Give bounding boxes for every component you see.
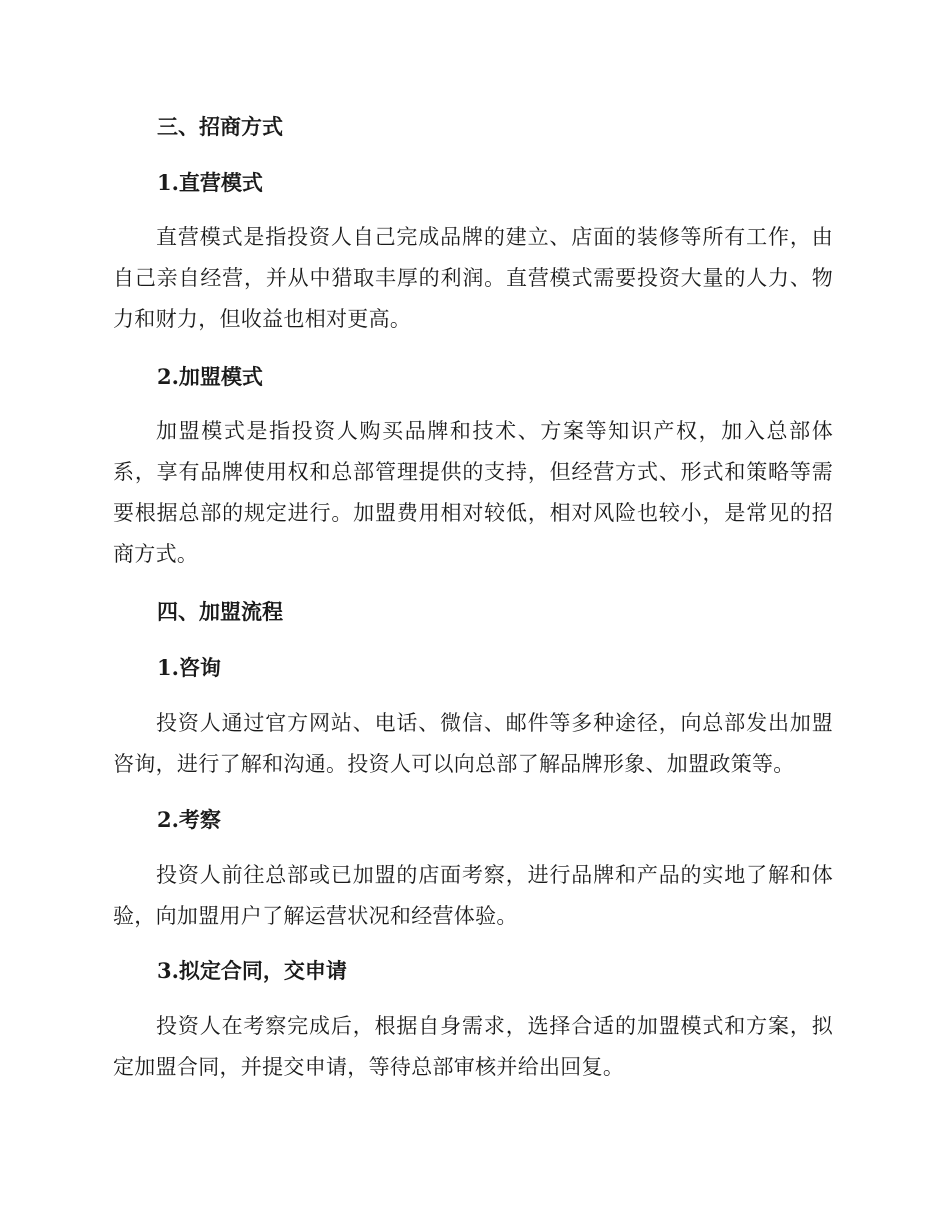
paragraph-direct-mode: 直营模式是指投资人自己完成品牌的建立、店面的装修等所有工作，由自己亲自经营，并从中猎取丰厚的利润。直营模式需要投资大量的人力、物力和财力，但收益也相对更高。 [113,225,833,331]
paragraph-franchise-mode: 加盟模式是指投资人购买品牌和技术、方案等知识产权，加入总部体系，享有品牌使用权和总部管理提供的支持，但经营方式、形式和策略等需要根据总部的规定进行。加盟费用相对较低，相对风险也较小，是常见的招商方式。 [113,419,833,566]
subheading-consult: 1.咨询 [157,655,221,680]
subheading-inspect: 2.考察 [157,807,221,832]
subheading-contract: 3.拟定合同，交申请 [157,958,347,983]
paragraph-contract: 投资人在考察完成后，根据自身需求，选择合适的加盟模式和方案，拟定加盟合同，并提交申请，等待总部审核并给出回复。 [113,1014,833,1079]
section-heading-franchise-process: 四、加盟流程 [157,599,283,624]
paragraph-consult: 投资人通过官方网站、电话、微信、邮件等多种途径，向总部发出加盟咨询，进行了解和沟通。投资人可以向总部了解品牌形象、加盟政策等。 [113,711,833,776]
subheading-direct-mode: 1.直营模式 [157,170,263,195]
paragraph-inspect: 投资人前往总部或已加盟的店面考察，进行品牌和产品的实地了解和体验，向加盟用户了解运营状况和经营体验。 [113,863,833,928]
subheading-franchise-mode: 2.加盟模式 [157,364,263,389]
section-heading-investment-methods: 三、招商方式 [157,114,283,139]
